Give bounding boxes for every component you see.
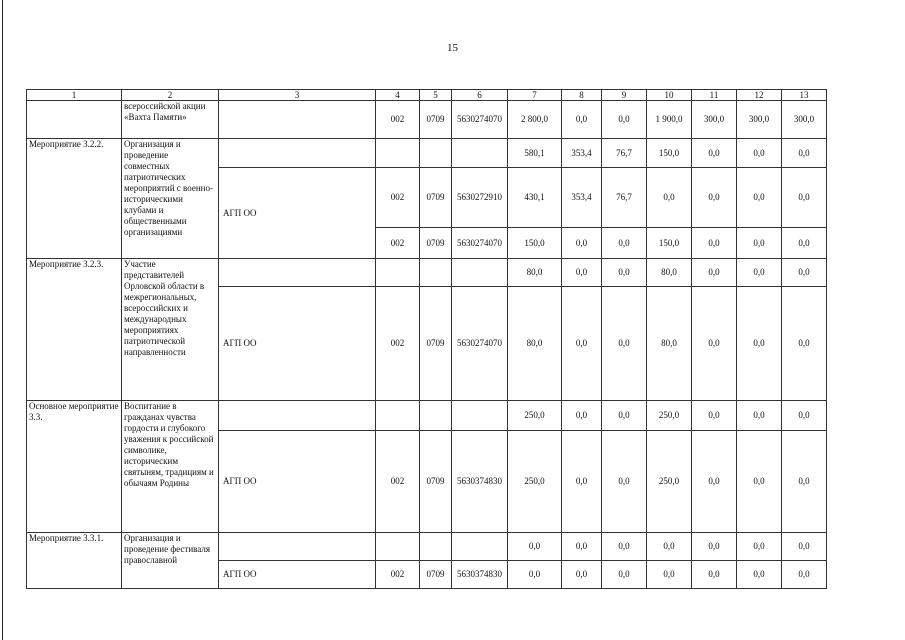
- column-header: 1: [27, 90, 122, 101]
- table-header-row: [27, 90, 827, 101]
- value-cell: 0,0: [737, 401, 782, 431]
- column-header: 7: [508, 90, 562, 101]
- section-code: 0709: [420, 431, 452, 533]
- measure-description: Воспитание в гражданах чувства гордости и глубокого уважения к российской символике, историческим святыням, традициям и обычаям Родины: [122, 401, 219, 533]
- value-cell: 0,0: [737, 139, 782, 168]
- value-cell: 0,0: [782, 561, 827, 589]
- column-header: 6: [452, 90, 508, 101]
- value-cell: 0,0: [602, 533, 647, 561]
- value-cell: 0,0: [782, 139, 827, 168]
- budget-table: [26, 89, 827, 589]
- value-cell: 0,0: [737, 431, 782, 533]
- target-code: 5630274070: [452, 101, 508, 139]
- value-cell: 300,0: [737, 101, 782, 139]
- value-cell: 250,0: [508, 431, 562, 533]
- target-code: 5630374830: [452, 561, 508, 589]
- ministry-code: 002: [376, 101, 420, 139]
- value-cell: 580,1: [508, 139, 562, 168]
- value-cell: 0,0: [562, 431, 602, 533]
- measure-code: Мероприятие 3.2.2.: [27, 139, 122, 259]
- value-cell: 80,0: [647, 287, 692, 401]
- value-cell: 0,0: [602, 401, 647, 431]
- value-cell: 353,4: [562, 168, 602, 228]
- value-cell: 0,0: [602, 561, 647, 589]
- value-cell: 0,0: [782, 228, 827, 259]
- section-code: 0709: [420, 561, 452, 589]
- value-cell: 0,0: [562, 228, 602, 259]
- value-cell: 0,0: [782, 401, 827, 431]
- value-cell: 0,0: [692, 533, 737, 561]
- value-cell: 0,0: [737, 287, 782, 401]
- section-code: 0709: [420, 287, 452, 401]
- value-cell: 0,0: [602, 228, 647, 259]
- value-cell: 250,0: [647, 431, 692, 533]
- value-cell: 150,0: [647, 228, 692, 259]
- measure-description: Организация и проведение совместных патриотических мероприятий с военно-историческими клубами и общественными организациями: [122, 139, 219, 259]
- executor-cell: [219, 101, 376, 139]
- section-code: 0709: [420, 228, 452, 259]
- value-cell: 0,0: [692, 561, 737, 589]
- column-header: 10: [647, 90, 692, 101]
- column-header: 3: [219, 90, 376, 101]
- ministry-code: 002: [376, 561, 420, 589]
- value-cell: 0,0: [562, 101, 602, 139]
- column-header: 2: [122, 90, 219, 101]
- table-row: [27, 401, 827, 431]
- value-cell: 0,0: [737, 259, 782, 287]
- measure-description: Организация и проведение фестиваля православной: [122, 533, 219, 589]
- value-cell: 2 800,0: [508, 101, 562, 139]
- column-header: 4: [376, 90, 420, 101]
- value-cell: 0,0: [602, 259, 647, 287]
- value-cell: 80,0: [647, 259, 692, 287]
- column-header: 9: [602, 90, 647, 101]
- value-cell: 0,0: [562, 401, 602, 431]
- table-row: [27, 533, 827, 561]
- ministry-code: 002: [376, 287, 420, 401]
- value-cell: 0,0: [647, 533, 692, 561]
- value-cell: 250,0: [508, 401, 562, 431]
- value-cell: 0,0: [602, 287, 647, 401]
- column-header: 13: [782, 90, 827, 101]
- executor-cell: АГП ОО: [219, 287, 376, 401]
- value-cell: 0,0: [782, 168, 827, 228]
- measure-description: Участие представителей Орловской области в межрегиональных, всероссийских и международных мероприятиях патриотической направленности: [122, 259, 219, 401]
- target-code: 5630272910: [452, 168, 508, 228]
- section-code: 0709: [420, 101, 452, 139]
- value-cell: 76,7: [602, 168, 647, 228]
- value-cell: 300,0: [692, 101, 737, 139]
- column-header: 11: [692, 90, 737, 101]
- value-cell: 80,0: [508, 259, 562, 287]
- ministry-code: 002: [376, 228, 420, 259]
- target-code: 5630374830: [452, 431, 508, 533]
- value-cell: 76,7: [602, 139, 647, 168]
- value-cell: 0,0: [782, 259, 827, 287]
- value-cell: 0,0: [692, 228, 737, 259]
- measure-code: [27, 101, 122, 139]
- column-header: 12: [737, 90, 782, 101]
- value-cell: 80,0: [508, 287, 562, 401]
- ministry-code: 002: [376, 168, 420, 228]
- value-cell: 0,0: [737, 228, 782, 259]
- measure-description: всероссийской акции «Вахта Памяти»: [122, 101, 219, 139]
- target-code: 5630274070: [452, 228, 508, 259]
- value-cell: 0,0: [508, 533, 562, 561]
- value-cell: 0,0: [647, 561, 692, 589]
- page-edge-line: [2, 0, 3, 640]
- value-cell: 150,0: [508, 228, 562, 259]
- value-cell: 1 900,0: [647, 101, 692, 139]
- value-cell: 0,0: [562, 287, 602, 401]
- executor-cell: АГП ОО: [219, 168, 376, 259]
- value-cell: 150,0: [647, 139, 692, 168]
- value-cell: 300,0: [782, 101, 827, 139]
- measure-code: Основное мероприятие 3.3.: [27, 401, 122, 533]
- value-cell: 0,0: [737, 533, 782, 561]
- table-row: [27, 101, 827, 139]
- value-cell: 0,0: [602, 431, 647, 533]
- value-cell: 0,0: [782, 431, 827, 533]
- value-cell: 0,0: [562, 561, 602, 589]
- column-header: 8: [562, 90, 602, 101]
- value-cell: 0,0: [737, 561, 782, 589]
- page-number: 15: [447, 42, 458, 54]
- value-cell: 0,0: [782, 287, 827, 401]
- value-cell: 0,0: [508, 561, 562, 589]
- value-cell: 353,4: [562, 139, 602, 168]
- value-cell: 250,0: [647, 401, 692, 431]
- value-cell: 430,1: [508, 168, 562, 228]
- value-cell: 0,0: [692, 259, 737, 287]
- value-cell: 0,0: [562, 259, 602, 287]
- table-row: [27, 139, 827, 168]
- executor-cell: АГП ОО: [219, 561, 376, 589]
- measure-code: Мероприятие 3.2.3.: [27, 259, 122, 401]
- column-header: 5: [420, 90, 452, 101]
- value-cell: 0,0: [737, 168, 782, 228]
- ministry-code: 002: [376, 431, 420, 533]
- target-code: 5630274070: [452, 287, 508, 401]
- value-cell: 0,0: [782, 533, 827, 561]
- value-cell: 0,0: [692, 431, 737, 533]
- table-row: [27, 259, 827, 287]
- value-cell: 0,0: [692, 401, 737, 431]
- executor-cell: АГП ОО: [219, 431, 376, 533]
- measure-code: Мероприятие 3.3.1.: [27, 533, 122, 589]
- value-cell: 0,0: [647, 168, 692, 228]
- value-cell: 0,0: [692, 139, 737, 168]
- value-cell: 0,0: [692, 287, 737, 401]
- value-cell: 0,0: [692, 168, 737, 228]
- value-cell: 0,0: [562, 533, 602, 561]
- section-code: 0709: [420, 168, 452, 228]
- value-cell: 0,0: [602, 101, 647, 139]
